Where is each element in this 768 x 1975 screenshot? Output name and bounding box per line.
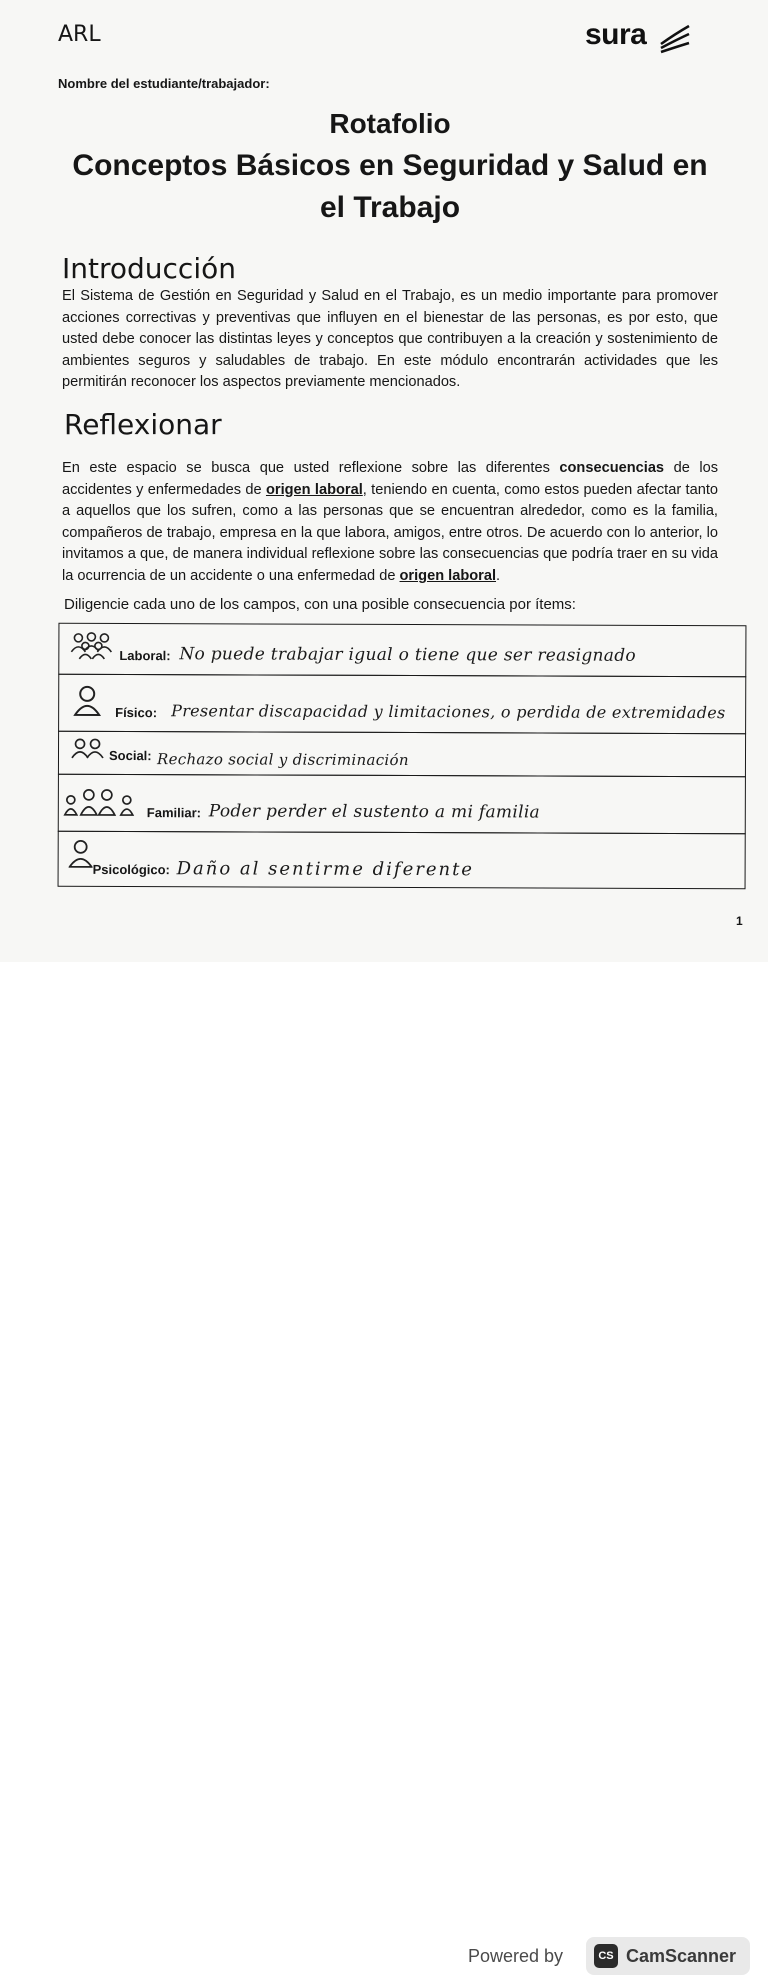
- arl-label: ARL: [58, 22, 101, 47]
- reflex-bold-consecuencias: consecuencias: [559, 460, 665, 476]
- row-value-familiar: Poder perder el sustento a mi familia: [208, 801, 541, 823]
- title-main: [40, 145, 740, 229]
- person-icon: [73, 685, 101, 717]
- instruction-text: Diligencie cada uno de los campos, con una posible consecuencia por ítems:: [64, 596, 576, 613]
- row-value-fisico: Presentar discapacidad y limitaciones, o perdida de extremidades: [171, 701, 726, 723]
- intro-heading: Introducción: [62, 252, 236, 285]
- reflex-text-4: .: [496, 567, 501, 584]
- logo-text: sura: [585, 18, 647, 51]
- table-row-fisico: [58, 674, 746, 734]
- page-number: 1: [736, 914, 743, 928]
- sura-logo-mark-icon: [659, 22, 691, 56]
- row-label-psicologico: Psicológico:: [92, 861, 170, 878]
- scanner-footer: [0, 962, 768, 1966]
- intro-paragraph: El Sistema de Gestión en Seguridad y Salud en el Trabajo, es un medio importante para promover acciones correctivas y preventivas que influyen en el bienestar de las personas, es por esto, que usted debe conocer las distintas leyes y conceptos que contribuyen a la creación y sostenimiento de ambientes seguros y saludables de trabajo. En este módulo encontrarán actividades que les permitirán reconocer los aspectos previamente mencionados.: [62, 288, 718, 391]
- camscanner-logo-icon: CS: [594, 1944, 618, 1968]
- table-row-laboral: [58, 623, 746, 677]
- row-value-psicologico: Daño al sentirme diferente: [176, 858, 475, 881]
- row-label-social: Social:: [108, 747, 152, 764]
- row-value-social: Rechazo social y discriminación: [156, 750, 409, 770]
- person-icon: [69, 840, 93, 868]
- sura-logo: [585, 18, 695, 58]
- row-label-laboral: Laboral:: [119, 648, 171, 664]
- table-row-familiar: [58, 774, 746, 834]
- student-name-label: Nombre del estudiante/trabajador:: [58, 76, 270, 91]
- powered-by-label: Powered by: [468, 1946, 564, 1966]
- reflexionar-heading: Reflexionar: [64, 408, 222, 441]
- row-label-fisico: Físico:: [115, 704, 158, 721]
- group-people-icon: [69, 632, 113, 660]
- reflexionar-paragraph: [62, 458, 718, 588]
- row-label-familiar: Familiar:: [146, 805, 202, 821]
- camscanner-name: CamScanner: [626, 1946, 737, 1966]
- scanned-page: [0, 0, 768, 962]
- camscanner-badge: [586, 1937, 750, 1975]
- consequences-table: [58, 623, 747, 889]
- reflex-underline-2: origen laboral: [399, 567, 497, 584]
- row-value-laboral: No puede trabajar igual o tiene que ser reasignado: [179, 644, 636, 666]
- table-row-psicologico: [58, 831, 746, 889]
- title-main-text: Conceptos Básicos en Seguridad y Salud en el Trabajo: [72, 149, 708, 224]
- reflex-text-1: En este espacio se busca que usted reflexione sobre las diferentes: [62, 460, 560, 476]
- title-rotafolio: Rotafolio: [329, 108, 451, 139]
- two-people-icon: [71, 738, 105, 760]
- reflex-text-3: , teniendo en cuenta, como estos pueden afectar tanto a aquellos que los sufren, como a las personas que se encuentran alrededor, como es la familia, compañeros de trabajo, empresa en la que labora, amigos, entre otros. De acuerdo con lo anterior, lo invitamos a que, de manera individual reflexione sobre las consecuencias que podría traer en su vida la ocurrencia de un accidente o una enfermedad de: [62, 481, 718, 584]
- table-row-social: [58, 731, 746, 777]
- reflex-text-2: de los accidentes y enfermedades de: [62, 460, 718, 498]
- reflex-underline-1: origen laboral: [265, 481, 363, 498]
- family-icon: [63, 789, 139, 817]
